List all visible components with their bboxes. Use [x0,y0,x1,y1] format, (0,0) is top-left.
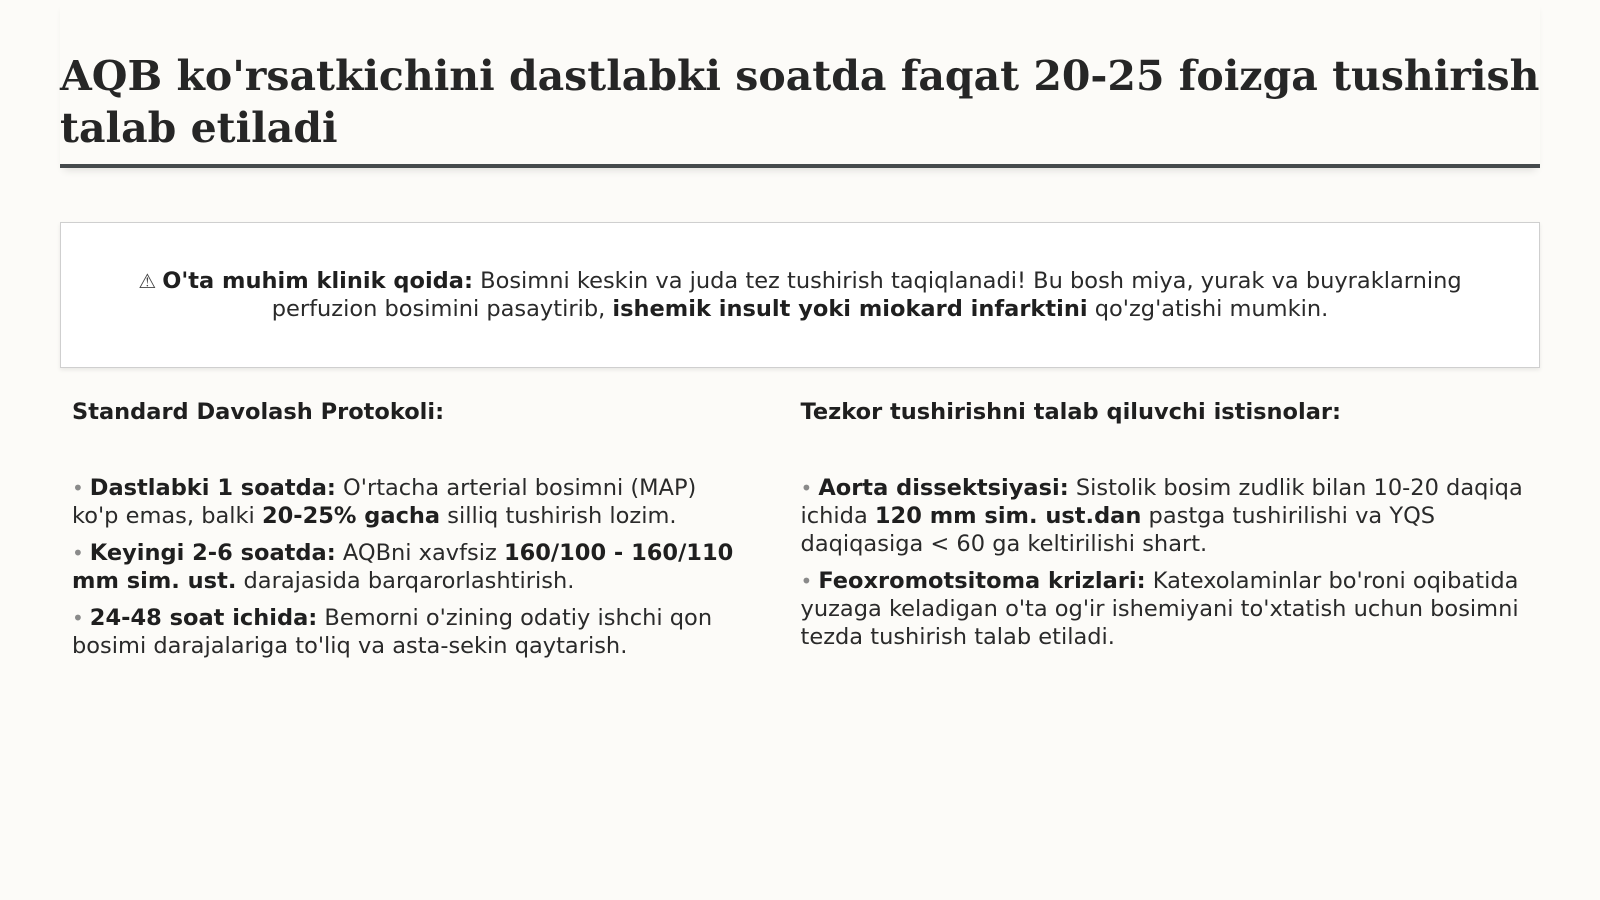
list-item-text: Bemorni o'zining odatiy ishchi qon bosimi darajalariga to'liq va asta-sekin qaytarish. [72,605,713,659]
list-item [801,474,1528,558]
list-item-bold: 160/100 - 160/110 mm sim. ust. [72,540,734,594]
list-item-text: Sistolik bosim zudlik bilan 10-20 daqiqa ichida [800,475,1523,529]
warning-text-part-1: Bosimni keskin va juda tez tushirish taqiqlanadi! Bu bosh miya, yurak va buyraklarning perfuzion bosimini pasaytirib, [271,268,1462,322]
standard-protocol-heading: Standard Davolash Protokoli: [72,399,445,425]
list-item-text-end: pastga tushirilishi va YQS daqiqasiga < 60 ga keltirilishi shart. [800,503,1436,557]
warning-icon: ⚠ [138,269,157,293]
page-title: AQB ko'rsatkichini dastlabki soatda faqat 20-25 foizga tushirish talab etiladi [60,0,1540,168]
bullet-icon: • [800,476,813,500]
list-item-label: Aorta dissektsiyasi: [818,475,1069,501]
bullet-icon: • [72,541,84,565]
bullet-icon: • [800,569,813,593]
standard-protocol-column [72,398,801,669]
list-item-bold: 20-25% gacha [261,503,441,529]
warning-text [101,267,1499,323]
list-item [801,567,1528,651]
exceptions-heading: Tezkor tushirishni talab qiluvchi istisnolar: [800,399,1342,425]
list-item-text: AQBni xavfsiz [335,540,504,566]
list-item-label: 24-48 soat ichida: [89,605,318,631]
list-item-text-end: silliq tushirish lozim. [440,503,677,529]
exceptions-column [801,398,1528,669]
warning-text-part-2: qo'zg'atishi mumkin. [1087,296,1329,322]
content-columns [60,398,1540,669]
warning-label: O'ta muhim klinik qoida: [162,268,473,294]
list-item-text-end: darajasida barqarorlashtirish. [236,568,575,594]
list-item-text: Katexolaminlar bo'roni oqibatida yuzaga keladigan o'ta og'ir ishemiyani to'xtatish uchun bosimni tezda tushirish talab etiladi. [800,568,1519,650]
warning-emphasis: ishemik insult yoki miokard infarktini [612,296,1088,322]
list-item-label: Keyingi 2-6 soatda: [89,540,336,566]
bullet-icon: • [72,606,84,630]
list-item-text: O'rtacha arterial bosimni (MAP) ko'p emas, balki [72,475,697,529]
bullet-icon: • [72,476,84,500]
list-item-bold: 120 mm sim. ust.dan [874,503,1142,529]
warning-callout [60,222,1540,368]
list-item [72,474,741,530]
list-item [72,539,741,595]
list-item-label: Dastlabki 1 soatda: [89,475,336,501]
list-item [72,604,741,660]
list-item-label: Feoxromotsitoma krizlari: [818,568,1146,594]
